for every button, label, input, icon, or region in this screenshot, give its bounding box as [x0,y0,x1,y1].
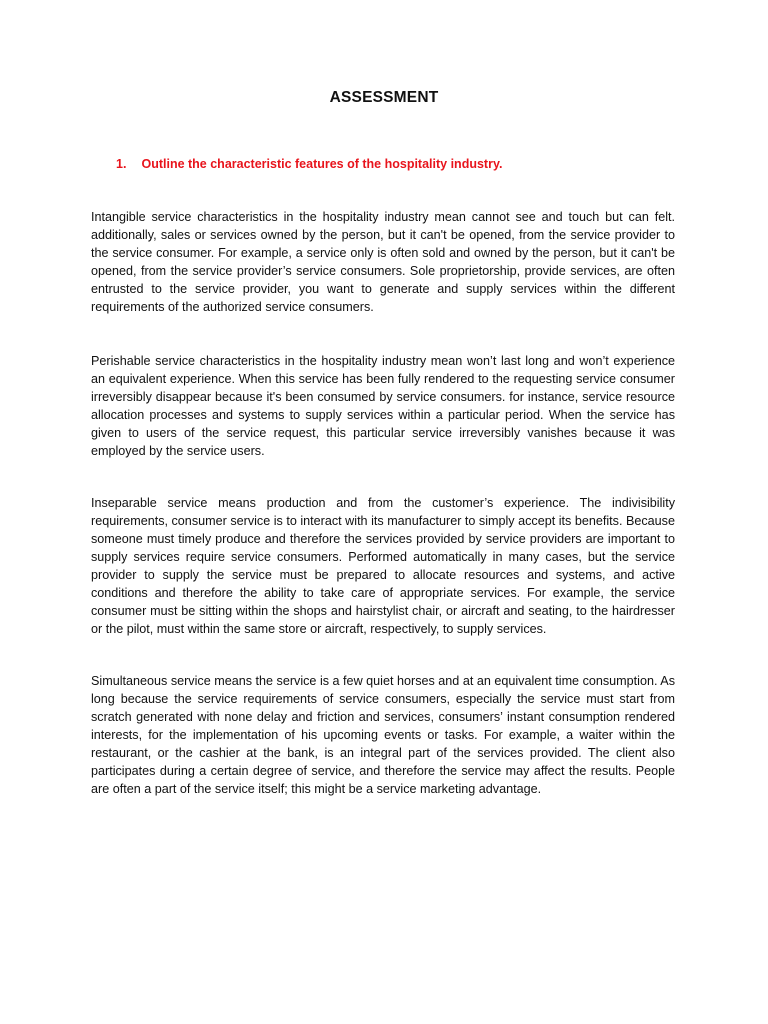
paragraph-simultaneous: Simultaneous service means the service is a few quiet horses and at an equivalent time consumption. As long because the service requirements of service consumers, especially the service must start from scratch generated with none delay and friction and services, consumers’ instant consumption rendered interests, for the implementation of his upcoming events or tasks. For example, a waiter within the restaurant, or the cashier at the bank, is an integral part of the services provided. The client also participates during a certain degree of service, and therefore the service may affect the results. People are often a part of the service itself; this might be a service marketing advantage. [91,674,675,796]
paragraph-perishable: Perishable service characteristics in the hospitality industry mean won’t last long and won’t experience an equivalent experience. When this service has been fully rendered to the requesting service consumer irreversibly disappear because it's been consumed by service consumers. for instance, service resource allocation processes and systems to supply services within a particular period. When the service has given to users of the service request, this particular service irreversibly vanishes because it was employed by the service users. [91,354,675,458]
paragraph-intangible: Intangible service characteristics in the hospitality industry mean cannot see and touch but can felt. additionally, sales or services owned by the person, but it can't be opened, from the service provider to the service consumer. For example, a service only is often sold and owned by the person, but it can't be opened, from the service provider’s service consumers. Sole proprietorship, provide services, are often entrusted to the service provider, you want to generate and supply services within the different requirements of the authorized service consumers. [91,210,675,314]
question-heading [116,157,502,171]
page-title: ASSESSMENT [329,89,439,106]
question-text: Outline the characteristic features of the hospitality industry. [141,157,503,171]
question-number: 1. [116,157,127,171]
paragraph-inseparable: Inseparable service means production and from the customer’s experience. The indivisibility requirements, consumer service is to interact with its manufacturer to simply accept its benefits. Because someone must timely produce and therefore the services provided by service providers are important to supply services require service consumers. Performed automatically in many cases, but the service provider to supply the service must be prepared to allocate resources and systems, and active conditions and therefore the ability to take care of appropriate services. For example, the service consumer must be sitting within the shops and hairstylist chair, or aircraft and seating, to the hairdresser or the pilot, must within the same store or aircraft, respectively, to supply services. [91,496,675,636]
